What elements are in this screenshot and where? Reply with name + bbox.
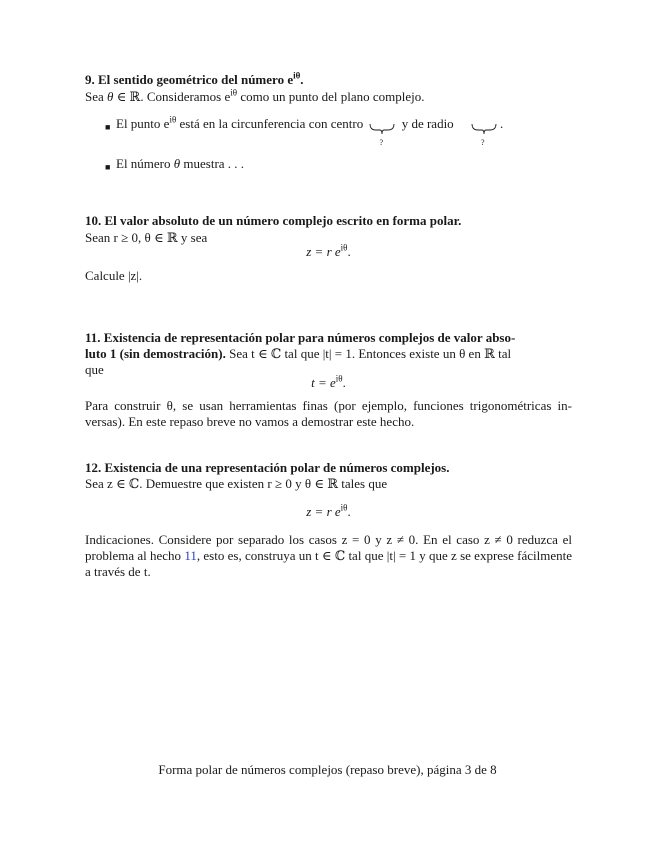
bullet-item-1: ■ El punto $e^{i\theta}$ está en la circunferencia con centro ? y de radio ? . — [105, 114, 504, 148]
section-10-intro: Sean r ≥ 0, θ ∈ ℝ y sea — [85, 230, 208, 245]
section-11-line2: luto 1 (sin demostración). Sea t ∈ ℂ tal que |t| = 1. Entonces existe un θ en ℝ tal — [85, 346, 512, 361]
bullet-item-2: ■ El número θ muestra . . . — [85, 156, 244, 172]
radius-placeholder: ? — [471, 119, 497, 131]
section-12-hint: Indicaciones. Considere por separado los casos z = 0 y z ≠ 0. En el caso z ≠ 0 reduzca el problema al hecho 11, esto es, construya un t ∈ ℂ tal que |t| = 1 y que z se exprese fácilmente a través de t. — [85, 532, 573, 579]
section-12-title: 12. Existencia de una representación polar de números complejos. — [85, 460, 450, 475]
section-9-intro: Sea θ ∈ ℝ. Consideramos $e^{i\theta}$ como un punto del plano complejo. — [85, 87, 425, 104]
section-9-title: 9. El sentido geométrico del número $e^{i\theta}$. — [85, 70, 304, 87]
section-11-line3: que — [85, 362, 104, 377]
section-11-formula: $t = e^{i\theta}$. — [311, 373, 346, 390]
section-12-formula: z = r $e^{i\theta}$. — [306, 502, 351, 519]
section-10-title: 10. El valor absoluto de un número complejo escrito en forma polar. — [85, 213, 462, 228]
section-10-task: Calcule |z|. — [85, 268, 143, 283]
section-11-title: 11. Existencia de representación polar para números complejos de valor abso- — [85, 330, 516, 345]
reference-link-11[interactable]: 11 — [184, 548, 197, 563]
bullet-icon: ■ — [105, 122, 111, 132]
page-footer: Forma polar de números complejos (repaso breve), página 3 de 8 — [158, 762, 497, 777]
center-placeholder: ? — [369, 119, 395, 131]
section-11-paragraph: Para construir θ, se usan herramientas finas (por ejemplo, funciones trigonométricas in-versas). En este repaso breve no vamos a demostrar este hecho. — [85, 398, 572, 429]
section-12-intro: Sea z ∈ ℂ. Demuestre que existen r ≥ 0 y θ ∈ ℝ tales que — [85, 476, 388, 491]
section-10-formula: z = r $e^{i\theta}$. — [306, 242, 351, 259]
bullet-icon: ■ — [105, 162, 111, 172]
